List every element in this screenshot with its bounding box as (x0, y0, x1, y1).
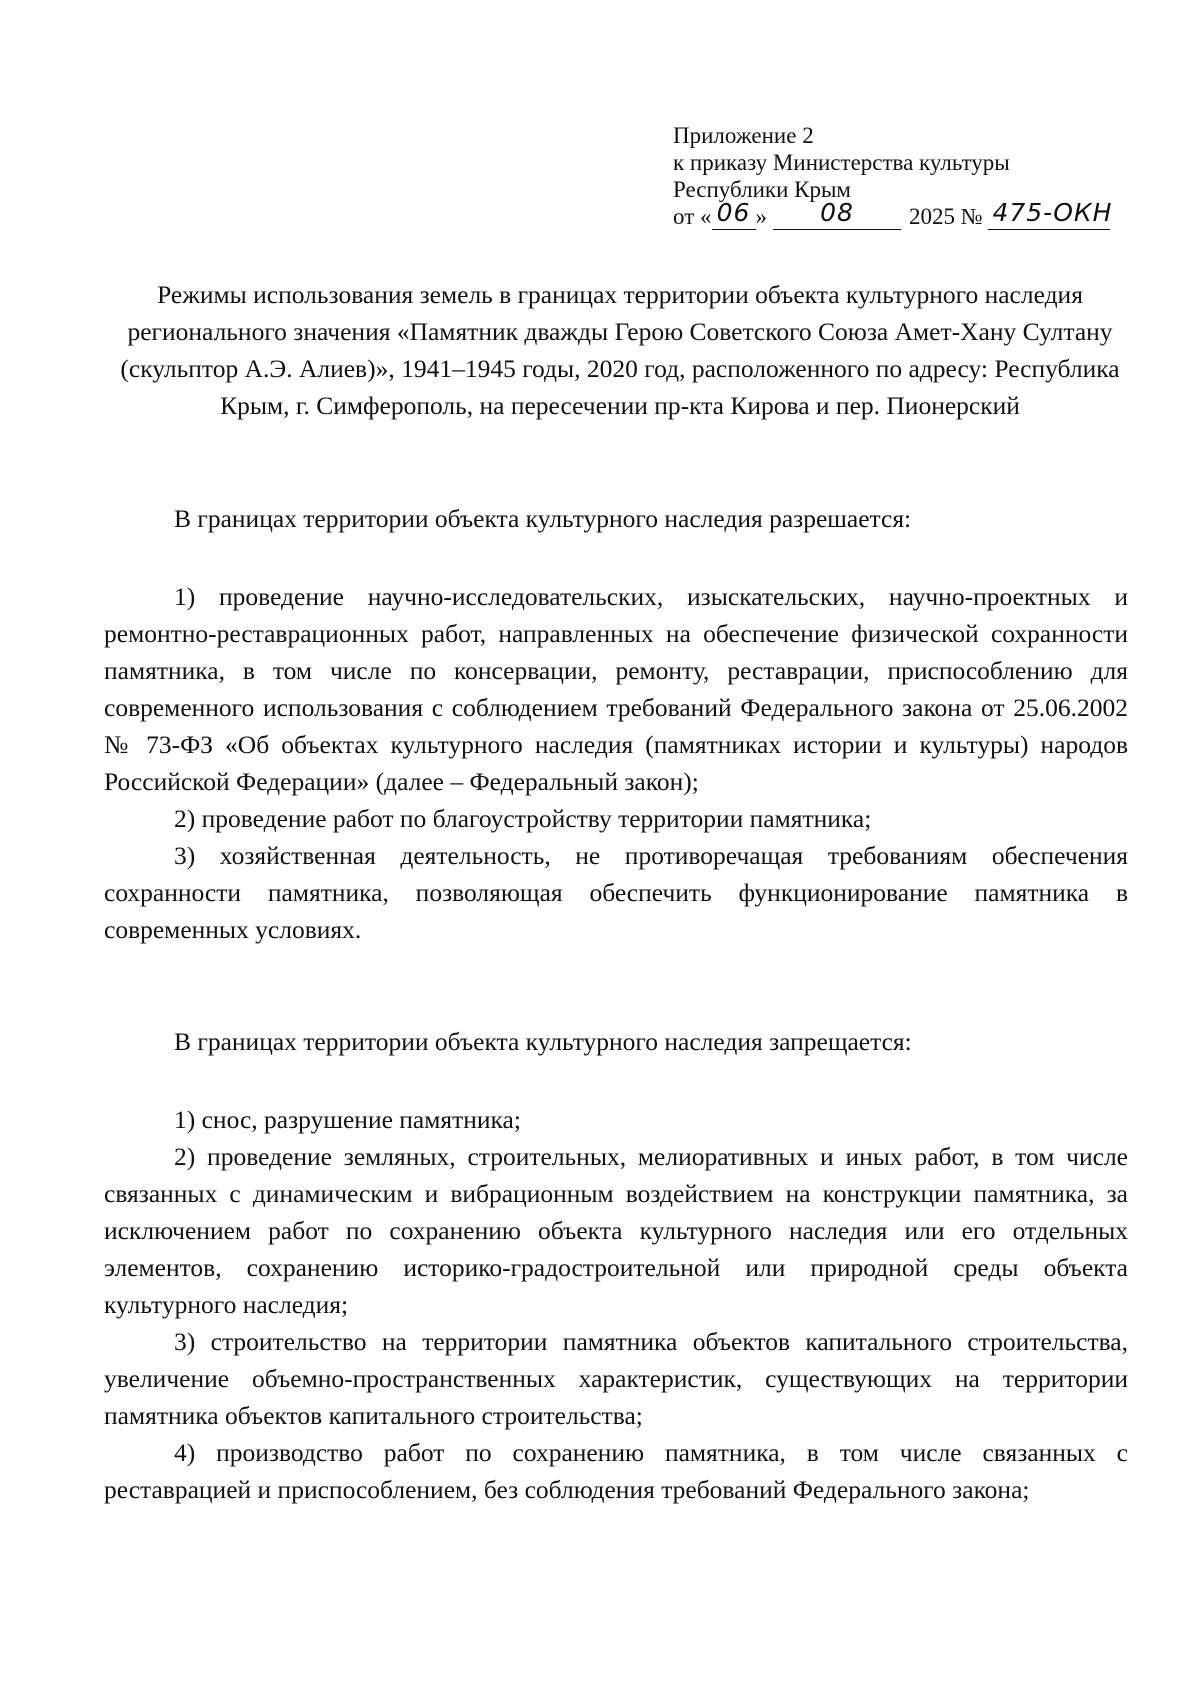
date-day-field (712, 198, 756, 230)
forbidden-item-4: 4) производство работ по сохранению памятника, в том числе связанных с реставрацией и приспособлением, без соблюдения требований Федерального закона; (104, 1438, 1128, 1504)
allowed-list (104, 578, 1128, 948)
allowed-item-1: 1) проведение научно-исследовательских, изыскательских, научно-проектных и ремонтно-реставрационных работ, направленных на обеспечение физической сохранности памятника, в том числе по консервации, ремонту, реставрации, приспособлению для современного использования с соблюдением требований Федерального закона от 25.06.2002 № 73-ФЗ «Об объектах культурного наследия (памятниках истории и культуры) народов Российской Федерации» (далее – Федеральный закон); (104, 582, 1128, 796)
forbidden-section-heading (104, 1023, 1128, 1060)
handwritten-day: 06 (716, 198, 751, 227)
forbidden-item-3: 3) строительство на территории памятника объектов капитального строительства, увеличение объемно-пространственных характеристик, существующих на территории памятника объектов капитального строительства; (104, 1327, 1128, 1430)
forbidden-list (104, 1101, 1128, 1508)
date-prefix: от « (673, 204, 712, 229)
date-day-suffix: » (755, 204, 767, 229)
handwritten-order-number: 475-ОКН (992, 198, 1113, 227)
handwritten-month: 08 (820, 198, 854, 227)
year-number-label: 2025 № (909, 204, 983, 229)
allowed-item-2: 2) проведение работ по благоустройству территории памятника; (174, 804, 872, 833)
allowed-heading-text: В границах территории объекта культурного наследия разрешается: (174, 504, 912, 533)
appendix-date-line (673, 198, 1143, 230)
forbidden-item-1: 1) снос, разрушение памятника; (174, 1105, 521, 1134)
document-title: Режимы использования земель в границах территории объекта культурного наследия регионального значения «Памятник дважды Герою Советского Союза Амет-Хану Султану (скульптор А.Э. Алиев)», 1941–1945 годы, 2020 год, расположенного по адресу: Республика Крым, г. Симферополь, на пересечении пр-кта Кирова и пер. Пионерский (120, 280, 1120, 420)
forbidden-item-2: 2) проведение земляных, строительных, мелиоративных и иных работ, в том числе связанных с динамическим и вибрационным воздействием на конструкции памятника, за исключением работ по сохранению объекта культурного наследия или его отдельных элементов, сохранению историко-градостроительной или природной среды объекта культурного наследия; (104, 1142, 1128, 1319)
appendix-region: Республики Крым (673, 177, 851, 202)
appendix-block (673, 122, 1143, 230)
order-number-field (988, 198, 1113, 230)
forbidden-heading-text: В границах территории объекта культурного наследия запрещается: (174, 1027, 912, 1056)
appendix-label: Приложение 2 (673, 123, 814, 148)
allowed-item-3: 3) хозяйственная деятельность, не противоречащая требованиям обеспечения сохранности памятника, позволяющая обеспечить функционирование памятника в современных условиях. (104, 841, 1128, 944)
date-month-field (773, 198, 901, 230)
appendix-order-ref: к приказу Министерства культуры (673, 150, 1010, 175)
allowed-section-heading (104, 500, 1128, 537)
